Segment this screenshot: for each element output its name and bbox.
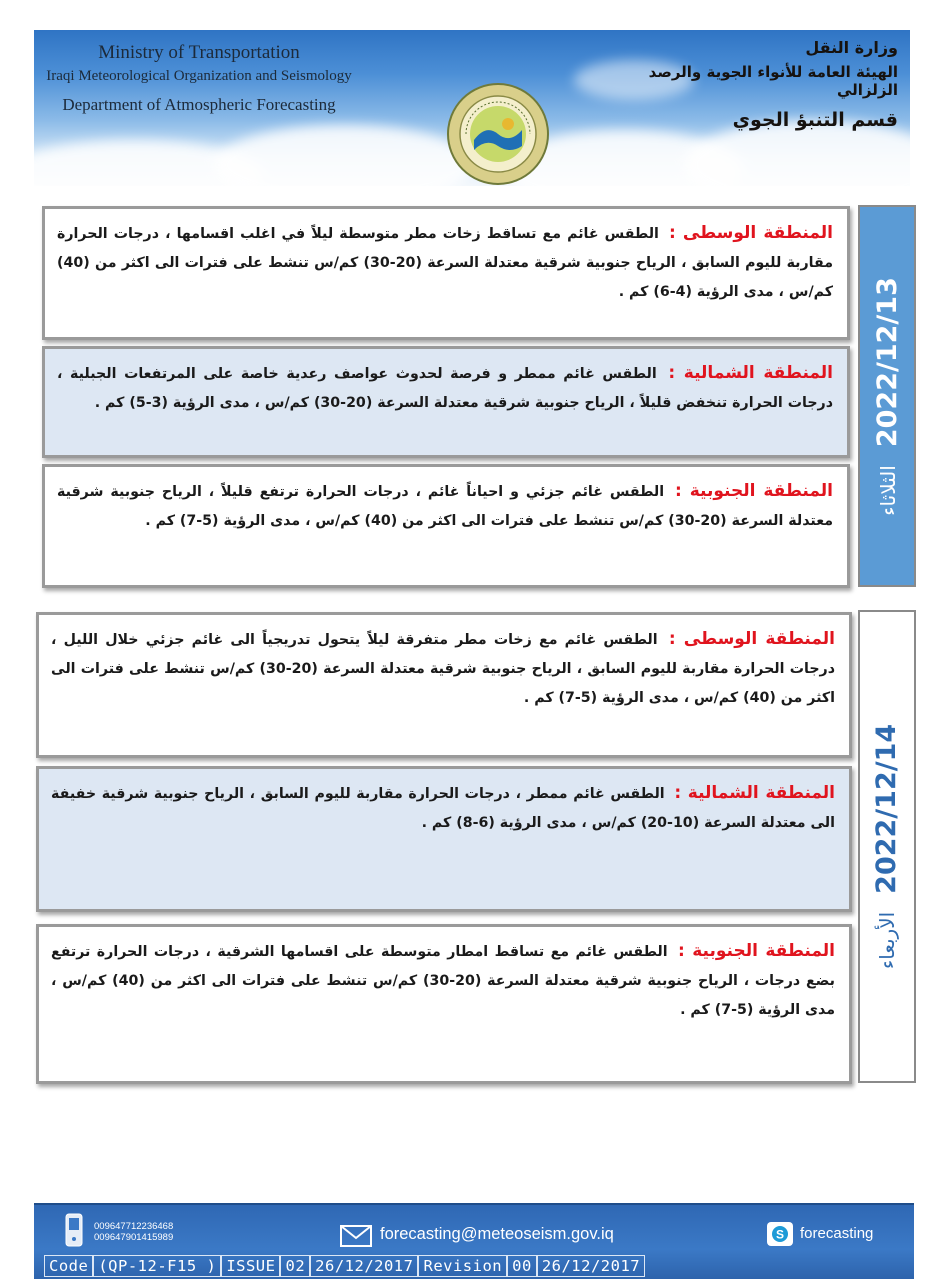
- envelope-icon: [340, 1225, 372, 1247]
- revision-number: 00: [507, 1255, 537, 1277]
- phone-numbers: [94, 1221, 173, 1243]
- forecast-date: 2022/12/14: [871, 723, 903, 894]
- region-title: المنطقة الشمالية :: [668, 363, 833, 383]
- region-title: المنطقة الشمالية :: [674, 783, 835, 803]
- phone-number: 009647712236468: [94, 1221, 174, 1232]
- day-name: الثلاثاء: [875, 464, 900, 516]
- forecast-central-region: [36, 612, 852, 758]
- region-title: المنطقة الجنوبية :: [675, 481, 833, 501]
- department-name-en: Department of Atmospheric Forecasting: [62, 95, 336, 114]
- forecast-text: الطقس غائم مع تساقط امطار متوسطة على اقسامها الشرقية ، درجات الحرارة ترتفع بضع درجات ، الرياح جنوبية شرقية معتدلة السرعة (20-30) كم/س تنشط على فترات الى اكثر من (40) كم/س ، مدى الرؤية (5-7) كم .: [51, 944, 835, 1018]
- forecast-northern-region: [36, 766, 852, 912]
- document-control-bar: [44, 1255, 910, 1277]
- code-value: (QP-12-F15 ): [93, 1255, 221, 1277]
- cloud-decoration: [214, 125, 474, 186]
- ministry-name-en: Ministry of Transportation: [98, 42, 300, 63]
- forecast-northern-region: [42, 346, 850, 458]
- letterhead-banner: [34, 30, 910, 186]
- document-footer: [34, 1203, 914, 1279]
- department-name-ar: قسم التنبؤ الجوي: [732, 109, 898, 131]
- ministry-name-ar: وزارة النقل: [805, 38, 898, 57]
- forecast-central-region: [42, 206, 850, 340]
- svg-text:S: S: [775, 1227, 785, 1242]
- region-title: المنطقة الوسطى :: [668, 629, 835, 649]
- forecast-text: الطقس غائم ممطر ، درجات الحرارة مقاربة لليوم السابق ، الرياح جنوبية شرقية خفيفة الى معتدلة السرعة (10-20) كم/س ، مدى الرؤية (6-8) كم .: [51, 786, 835, 831]
- forecast-text: الطقس غائم ممطر و فرصة لحدوث عواصف رعدية خاصة على المرتفعات الجبلية ، درجات الحرارة تنخفض قليلاً ، الرياح جنوبية شرقية معتدلة السرعة (20-30) كم/س ، مدى الرؤية (3-5) كم .: [57, 366, 833, 411]
- region-title: المنطقة الجنوبية :: [678, 941, 835, 961]
- skype-icon: [766, 1221, 794, 1247]
- issue-date: 26/12/2017: [310, 1255, 418, 1277]
- english-heading: [34, 42, 364, 115]
- day-label-wednesday: [858, 610, 916, 1083]
- revision-label: Revision: [418, 1255, 507, 1277]
- forecast-text: الطقس غائم مع زخات مطر متفرقة ليلاً يتحول تدريجياً الى غائم جزئي خلال الليل ، درجات الحرارة مقاربة لليوم السابق ، الرياح جنوبية شرقية معتدلة السرعة (20-30) كم/س تنشط على فترات الى اكثر من (40) كم/س ، مدى الرؤية (5-7) كم .: [51, 632, 835, 706]
- contact-email[interactable]: forecasting@meteoseism.gov.iq: [380, 1225, 614, 1243]
- revision-date: 26/12/2017: [537, 1255, 645, 1277]
- forecast-date: 2022/12/13: [871, 276, 903, 447]
- region-title: المنطقة الوسطى :: [669, 223, 833, 243]
- organization-seal-icon: [444, 80, 552, 186]
- forecast-text: الطقس غائم مع تساقط زخات مطر متوسطة ليلاً في اغلب اقسامها ، درجات الحرارة مقاربة لليوم السابق ، الرياح جنوبية شرقية معتدلة السرعة (20-30) كم/س تنشط على فترات الى اكثر من (40) كم/س ، مدى الرؤية (4-6) كم .: [57, 226, 833, 300]
- forecast-southern-region: [36, 924, 852, 1084]
- day-name: الأربعاء: [875, 911, 900, 970]
- day-label-tuesday: [858, 205, 916, 587]
- skype-handle[interactable]: forecasting: [800, 1225, 874, 1242]
- organization-name-ar: الهيئة العامة للأنواء الجوية والرصد الزلزالي: [648, 63, 898, 99]
- arabic-heading: [628, 38, 898, 131]
- phone-number: 009647901415989: [94, 1232, 174, 1243]
- organization-name-en: Iraqi Meteorological Organization and Seismology: [46, 68, 352, 84]
- issue-label: ISSUE: [221, 1255, 280, 1277]
- mobile-phone-icon: [64, 1213, 84, 1247]
- forecast-text: الطقس غائم جزئي و احياناً غائم ، درجات الحرارة ترتفع قليلاً ، الرياح جنوبية شرقية معتدلة السرعة (20-30) كم/س تنشط على فترات الى اكثر من (40) كم/س ، مدى الرؤية (5-7) كم .: [57, 484, 833, 529]
- forecast-southern-region: [42, 464, 850, 588]
- issue-number: 02: [280, 1255, 310, 1277]
- code-label: Code: [44, 1255, 93, 1277]
